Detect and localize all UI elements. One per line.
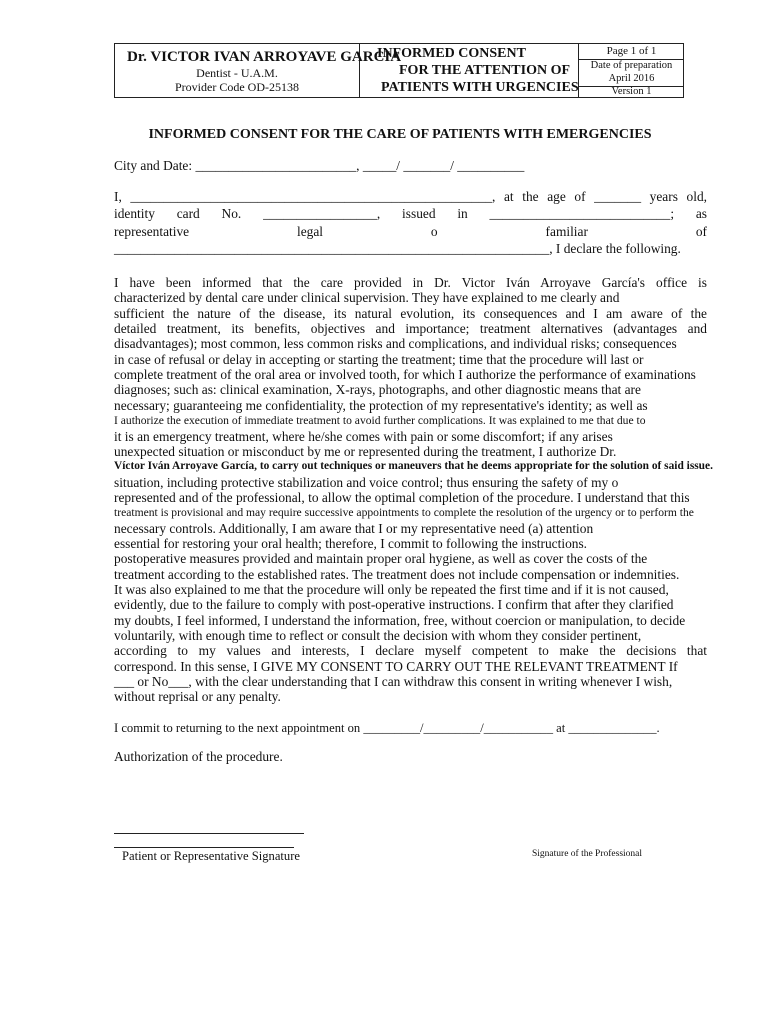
- consent-body-line: evidently, due to the failure to comply with post-operative instructions. I confirm that after they clarified: [114, 597, 674, 613]
- consent-body-line: necessary controls. Additionally, I am aware that I or my representative need (a) attention: [114, 520, 594, 536]
- intro-line: identity card No. _________________, issued in ___________________________; as: [114, 206, 707, 222]
- intro-line: _________________________________________________________________, I declare the following.: [114, 240, 681, 256]
- page-number: Page 1 of 1: [606, 45, 657, 57]
- date-label: Date of preparation: [590, 60, 673, 71]
- patient-signature-label: Patient or Representative Signature: [122, 849, 301, 863]
- consent-body-line: disadvantages); most common, less common risks and complications, and individual risks; consequences: [114, 336, 677, 352]
- consent-body-line: unexpected situation or misconduct by me or represented during the treatment, I authorize Dr.: [114, 443, 617, 459]
- doctor-title: Dentist - U.A.M.: [196, 66, 278, 80]
- consent-body-line: diagnoses; such as: clinical examination, X-rays, photographs, and other diagnostic means that are: [114, 382, 641, 398]
- consent-body-line: it is an emergency treatment, where he/she comes with pain or some discomfort; if any arises: [114, 428, 613, 444]
- consent-body-line: essential for restoring your oral health; therefore, I commit to following the instructions.: [114, 535, 588, 551]
- consent-body-line: treatment according to the established rates. The treatment does not include compensation or indemnities.: [114, 566, 680, 582]
- next-appointment-line: I commit to returning to the next appointment on _________/_________/___________ at ______________.: [114, 721, 660, 735]
- professional-signature-label: Signature of the Professional: [532, 849, 643, 859]
- consent-body-line: detailed treatment, its benefits, objectives and importance; treatment alternatives (advantages and: [114, 321, 707, 337]
- consent-body-line: voluntarily, with enough time to reflect or consult the decision with whom they consider pertinent,: [114, 628, 642, 644]
- consent-body-line: sufficient the nature of the disease, its natural evolution, its consequences and I am aware of the: [114, 305, 707, 321]
- consent-body-line: correspond. In this sense, I GIVE MY CONSENT TO CARRY OUT THE RELEVANT TREATMENT If: [114, 658, 678, 674]
- consent-body-line: according to my values and interests, I declare myself competent to make the decisions that: [114, 643, 707, 659]
- header-box: [114, 43, 684, 98]
- consent-body-line: It was also explained to me that the procedure will only be repeated the first time and if it is not caused,: [114, 582, 669, 597]
- city-date-field: City and Date: ________________________, _____/ _______/ __________: [114, 158, 525, 173]
- version: Version 1: [611, 86, 652, 97]
- doc-title-line-3: PATIENTS WITH URGENCIES: [381, 80, 579, 95]
- intro-line: representative legal o familiar of: [114, 223, 707, 239]
- patient-signature-line: [114, 833, 304, 834]
- consent-body-line: necessary; guaranteeing me confidentiality, the protection of my representative's identity; as well as: [114, 397, 648, 413]
- patient-signature-line-2: [114, 847, 294, 848]
- consent-body-line: Víctor Iván Arroyave García, to carry out techniques or maneuvers that he deems appropriate for the solution of said issue.: [114, 460, 713, 473]
- date-value: April 2016: [608, 73, 655, 84]
- provider-code: Provider Code OD-25138: [175, 80, 299, 94]
- consent-body-line: ___ or No___, with the clear understanding that I can withdraw this consent in writing whenever I wish,: [114, 674, 673, 690]
- document-title: INFORMED CONSENT FOR THE CARE OF PATIENTS WITH EMERGENCIES: [148, 127, 652, 142]
- authorization-label: Authorization of the procedure.: [114, 749, 283, 764]
- doc-title-line-2: FOR THE ATTENTION OF: [399, 63, 571, 78]
- doctor-name: Dr. VICTOR IVAN ARROYAVE GARCIA: [127, 49, 402, 65]
- consent-body-line: treatment is provisional and may require successive appointments to complete the resolution of the urgency or to perform the: [114, 506, 694, 520]
- consent-body-line: postoperative measures provided and maintain proper oral hygiene, as well as cover the costs of the: [114, 551, 648, 567]
- consent-body-line: I authorize the execution of immediate treatment to avoid further complications. It was explained to me that due to: [114, 414, 646, 428]
- consent-body-line: represented and of the professional, to allow the optimal completion of the procedure. I understand that this: [114, 489, 690, 505]
- consent-body-line: in case of refusal or delay in accepting or starting the treatment; time that the procedure will last or: [114, 351, 644, 367]
- intro-line: I, ______________________________________________________, at the age of _______ years old,: [114, 189, 707, 204]
- consent-body-line: I have been informed that the care provided in Dr. Victor Iván Arroyave García's office is: [114, 275, 707, 290]
- consent-body-line: my doubts, I feel informed, I understand the information, free, without coercion or manipulation, to decide: [114, 612, 686, 628]
- doc-title-line-1: INFORMED CONSENT: [377, 46, 526, 61]
- consent-body-line: without reprisal or any penalty.: [114, 689, 281, 705]
- consent-body-line: situation, including protective stabilization and voice control; thus ensuring the safety of my o: [114, 474, 619, 490]
- consent-body-line: complete treatment of the oral area or involved tooth, for which I authorize the performance of examinations: [114, 367, 696, 383]
- consent-body-line: characterized by dental care under clinical supervision. They have explained to me clearly and: [114, 290, 620, 306]
